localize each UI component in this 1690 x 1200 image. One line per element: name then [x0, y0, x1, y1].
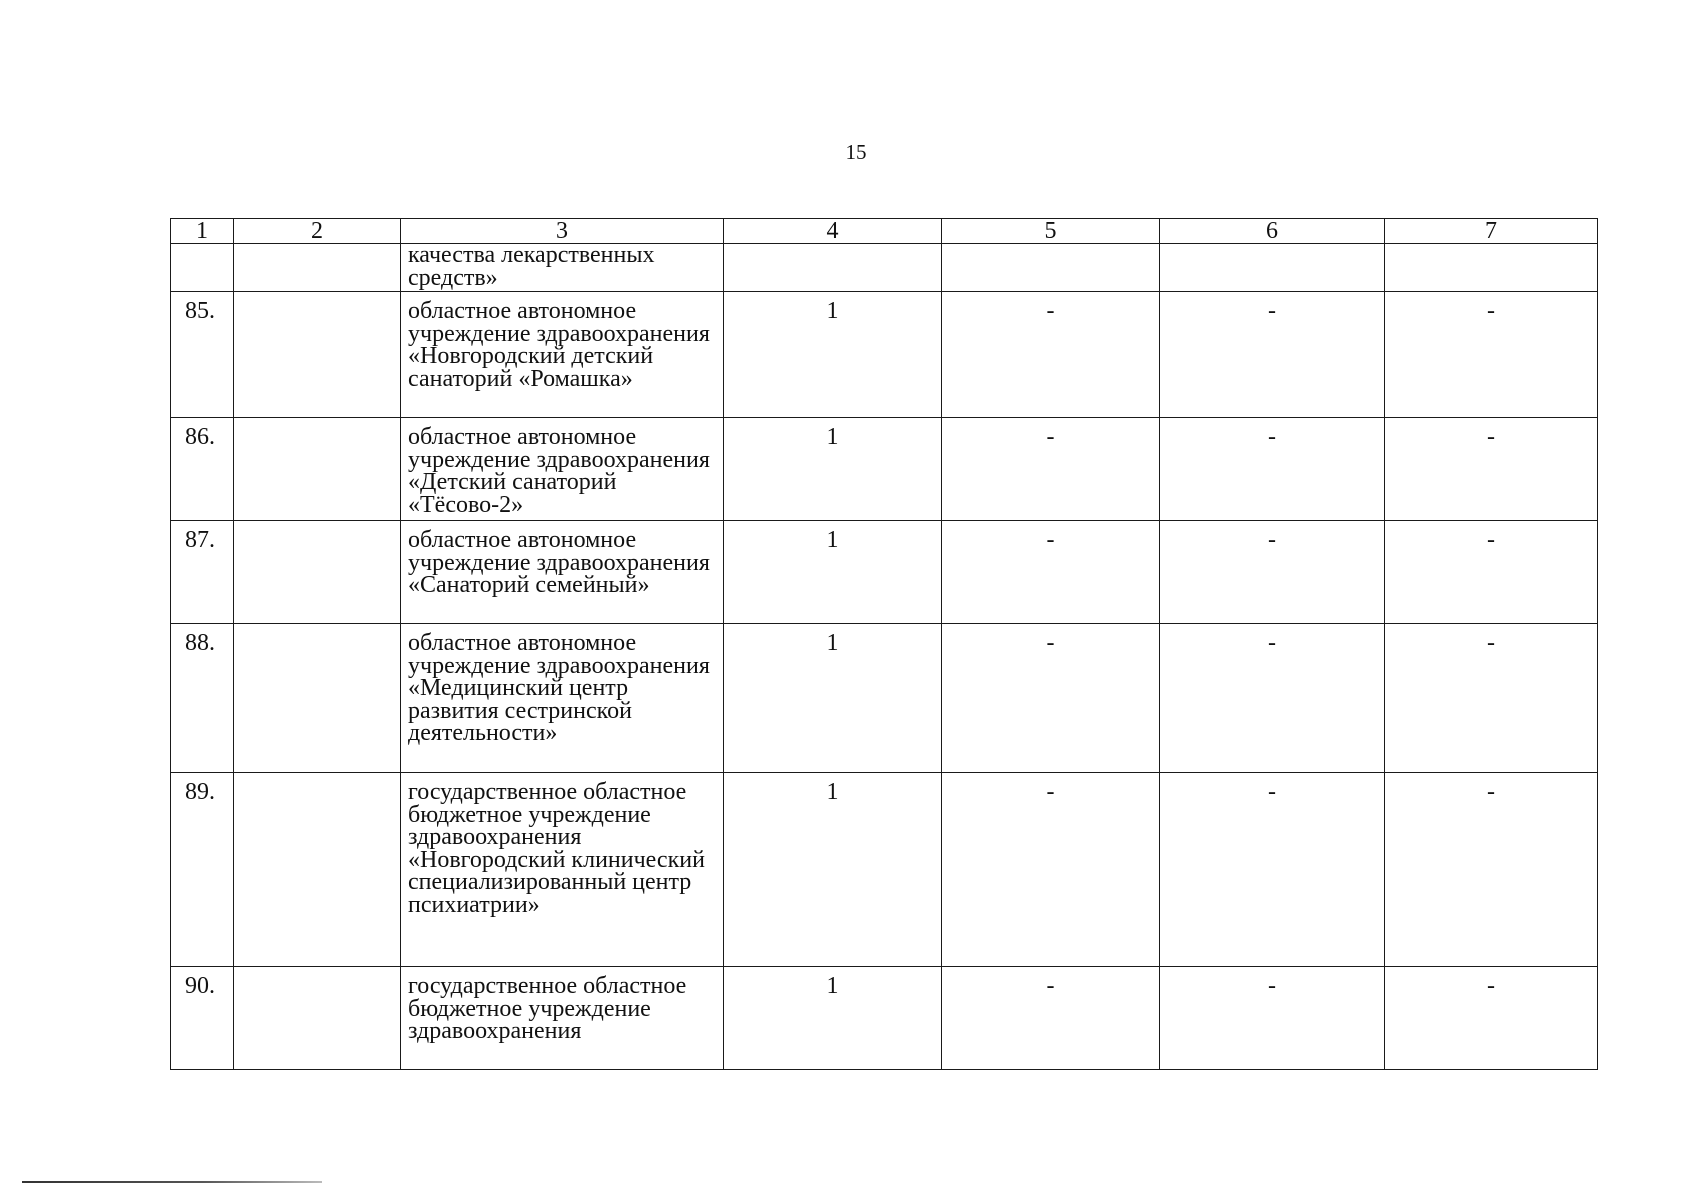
cell-col2 — [234, 418, 401, 521]
cell-col7 — [1385, 244, 1598, 292]
cell-col4: 1 — [724, 967, 942, 1070]
cell-organization-name: качества лекарственных средств» — [401, 244, 724, 292]
column-header-7: 7 — [1385, 219, 1598, 244]
column-header-5: 5 — [942, 219, 1160, 244]
cell-col4: 1 — [724, 521, 942, 624]
cell-col7: - — [1385, 418, 1598, 521]
cell-number: 86. — [171, 418, 234, 521]
cell-col5 — [942, 244, 1160, 292]
cell-col4: 1 — [724, 624, 942, 773]
table-row — [171, 521, 1598, 624]
cell-number: 89. — [171, 773, 234, 967]
cell-col6: - — [1160, 418, 1385, 521]
cell-col5: - — [942, 521, 1160, 624]
cell-col7: - — [1385, 292, 1598, 418]
table-row — [171, 624, 1598, 773]
cell-col2 — [234, 521, 401, 624]
cell-col2 — [234, 773, 401, 967]
cell-col4: 1 — [724, 773, 942, 967]
cell-col6: - — [1160, 773, 1385, 967]
cell-col5: - — [942, 418, 1160, 521]
cell-number: 90. — [171, 967, 234, 1070]
table-row — [171, 967, 1598, 1070]
cell-col2 — [234, 624, 401, 773]
cell-col2 — [234, 967, 401, 1070]
cell-col5: - — [942, 292, 1160, 418]
cell-col7: - — [1385, 521, 1598, 624]
cell-col4 — [724, 244, 942, 292]
cell-col7: - — [1385, 624, 1598, 773]
cell-number: 87. — [171, 521, 234, 624]
cell-col7: - — [1385, 967, 1598, 1070]
table-row-continuation — [171, 244, 1598, 292]
cell-col5: - — [942, 967, 1160, 1070]
cell-organization-name: областное автономное учреждение здравоохранения «Санаторий семейный» — [401, 521, 724, 624]
cell-col6: - — [1160, 967, 1385, 1070]
cell-col6: - — [1160, 521, 1385, 624]
table-row — [171, 773, 1598, 967]
data-table — [170, 218, 1598, 1070]
cell-col7: - — [1385, 773, 1598, 967]
cell-col5: - — [942, 624, 1160, 773]
cell-col4: 1 — [724, 418, 942, 521]
cell-organization-name: областное автономное учреждение здравоохранения «Медицинский центр развития сестринской деятельности» — [401, 624, 724, 773]
cell-col2 — [234, 292, 401, 418]
table-header-row — [171, 219, 1598, 244]
cell-number: 88. — [171, 624, 234, 773]
cell-organization-name: областное автономное учреждение здравоохранения «Детский санаторий «Тёсово-2» — [401, 418, 724, 521]
cell-col2 — [234, 244, 401, 292]
table-row — [171, 292, 1598, 418]
cell-col6 — [1160, 244, 1385, 292]
column-header-4: 4 — [724, 219, 942, 244]
footer-rule — [22, 1181, 322, 1183]
column-header-6: 6 — [1160, 219, 1385, 244]
cell-col5: - — [942, 773, 1160, 967]
cell-col6: - — [1160, 292, 1385, 418]
column-header-2: 2 — [234, 219, 401, 244]
cell-col6: - — [1160, 624, 1385, 773]
cell-organization-name: государственное областное бюджетное учреждение здравоохранения — [401, 967, 724, 1070]
page-number: 15 — [845, 140, 867, 164]
column-header-3: 3 — [401, 219, 724, 244]
cell-col4: 1 — [724, 292, 942, 418]
cell-organization-name: областное автономное учреждение здравоохранения «Новгородский детский санаторий «Ромашка» — [401, 292, 724, 418]
column-header-1: 1 — [171, 219, 234, 244]
cell-organization-name: государственное областное бюджетное учреждение здравоохранения «Новгородский клинический специализированный центр психиатрии» — [401, 773, 724, 967]
cell-number: 85. — [171, 292, 234, 418]
cell-number — [171, 244, 234, 292]
table-row — [171, 418, 1598, 521]
